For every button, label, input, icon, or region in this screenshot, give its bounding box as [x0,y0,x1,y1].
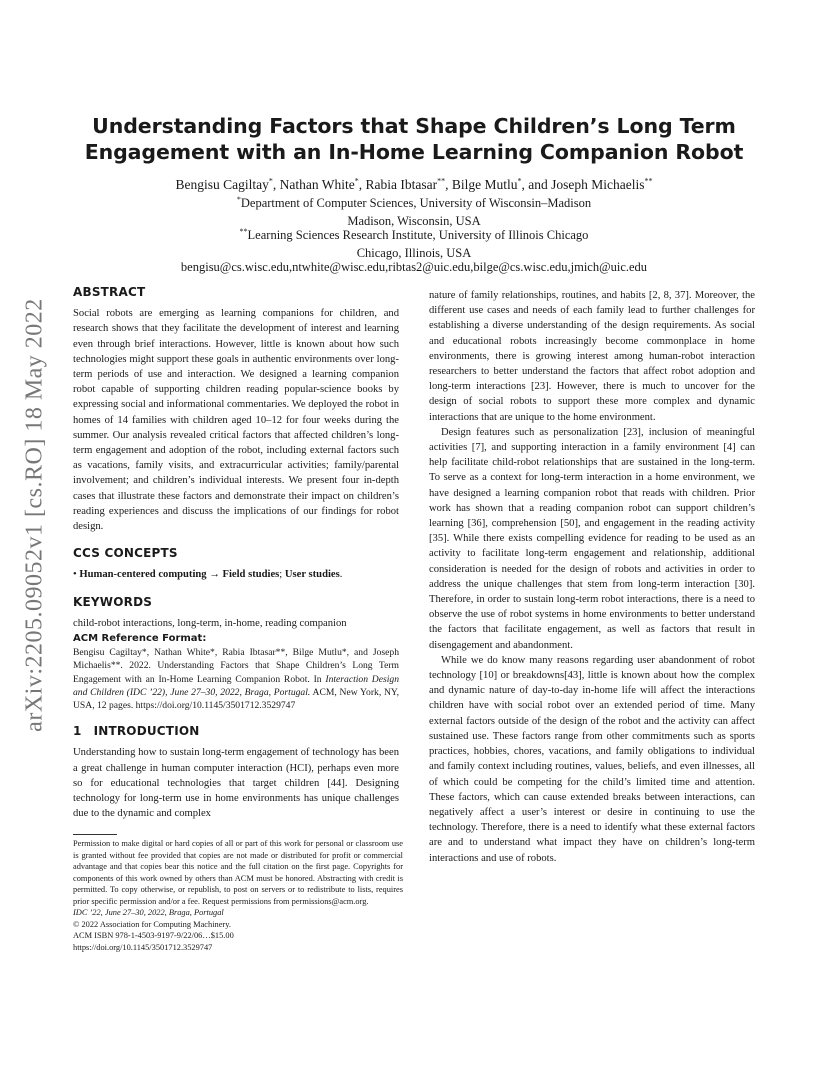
author: Rabia Ibtasar**, [365,176,452,192]
intro-paragraph-3: While we do know many reasons regarding user abandonment of robot technology [10] or breakdowns[43], little is known about how the complex and dynamic nature of day-to-day in-home life will affect the interactions children have with social robot over an extended period of time. Many external factors outside of the design of the robot and the activity can affect sustained use. These factors range from other commitments such as sports practices, hobbies, chores, vacations, and family obligations to individual and family context including routines, values, beliefs, and even illnesses, all of which could be competing for the child’s limited time and attention. These factors, which can cause extended breaks between interactions, can negatively affect a user’s interest or desire in continuing to use the technology. Therefore, there is a need to identify what these external factors are and to understand what impact they have on children’s long-term interactions and use of robots. [429,654,755,864]
abstract-heading: ABSTRACT [73,285,146,299]
author: Nathan White*, [279,176,366,192]
paper-title [60,113,768,165]
acm-reference-text: Bengisu Cagiltay*, Nathan White*, Rabia Ibtasar**, Bilge Mutlu*, and Joseph Michaelis**. 2022. Understanding Factors that Shape Children’s Long Term Engagement with an In-Home Learning Companion Robot. In Interaction Design and Children (IDC ’22), June 27–30, 2022, Braga, Portugal. ACM, New York, NY, USA, 12 pages. https://doi.org/10.1145/3501712.3529747 [73,647,399,712]
affiliation-wisconsin: *Department of Computer Sciences, University of Wisconsin–Madison Madison, Wisconsin, USA [236,194,592,228]
ccs-heading: CCS CONCEPTS [73,546,178,561]
footnote-isbn: ACM ISBN 978-1-4503-9197-9/22/06…$15.00 [73,931,234,940]
footnote-doi[interactable]: https://doi.org/10.1145/3501712.3529747 [73,942,213,952]
author: Joseph Michaelis** [551,176,653,192]
intro-paragraph-1: Understanding how to sustain long-term engagement of technology has been a great challenge in human computer interaction (HCI), perhaps even more so for educational technologies that target children [44]. Designing technology for long-term use in home environments has unique challenges due to the dynamic and complex [73,747,399,820]
intro-paragraph-2: Design features such as personalization [23], inclusion of meaningful activities [7], and supporting interaction in a family environment [4] can help facilitate child-robot relationships that are sustained in the long-term. To serve as a context for long-term interaction in a home environment, we have designed a learning companion robot that reads with children. Prior work has shown that a reading companion robot can support children’s learning [36], comprehension [50], and engagement in the reading activity [35]. While there exists compelling evidence for reading to be used as an activity to facilitate long-term engagement and relationship, additional consideration is needed for the design of robots and activities in order to address the unique challenges that stem from long-term interaction [30]. Therefore, in order to sustain long-term robot interactions, there is a need to observe the use of robot systems in home environments to better understand the factors that facilitate engagement, as well as factors that result in disengagement and abandonment. [429,426,755,651]
keywords-text: child-robot interactions, long-term, in-home, reading companion [73,617,347,629]
right-column [429,288,755,866]
arxiv-stamp [18,275,52,755]
arxiv-stamp-text[interactable]: arXiv:2205.09052v1 [cs.RO] 18 May 2022 [21,298,48,732]
author-list [40,176,788,194]
author-emails[interactable]: bengisu@cs.wisc.edu,ntwhite@wisc.edu,ribtas2@uic.edu,bilge@cs.wisc.edu,jmich@uic.edu [180,260,648,274]
left-column [73,285,399,822]
permission-footnote [73,838,403,953]
author: Bengisu Cagiltay*, [175,176,280,192]
affiliation-illinois: **Learning Sciences Research Institute, University of Illinois Chicago Chicago, Illinois, USA [239,226,589,260]
intro-paragraph-1-continued: nature of family relationships, routines, and habits [2, 8, 37]. Moreover, the different use cases and needs of each family lead to further challenges for establishing a diverse understanding of the design requirements. As social and educational robots increasingly become commonplace in home environments, there is growing interest among human-robot interaction researchers to better understand the factors that affect robot adoption and long-term interactions [23]. However, there is much to uncover for the design of social robots to support these more complex and dynamic interactions that are unique to the home environment. [429,290,755,423]
title-line-2: Engagement with an In-Home Learning Companion Robot [84,140,744,164]
abstract-text: Social robots are emerging as learning companions for children, and research shows that they facilitate the development of interest and learning even through brief interactions. However, little is known about how such technologies might support these goals in authentic environments over long-term periods of use and interaction. We designed a learning companion robot capable of supporting children reading popular-science books by expressing social and informational commentaries. We deployed the robot in homes of 14 families with children aged 10–12 for four weeks during the summer. Our analysis revealed critical factors that affected children’s long-term engagement and adoption of the robot, including external factors such as vacations, family visits, and extracurricular activities; family/parental involvement; and children’s individual interests. We present four in-depth cases that illustrate these factors and demonstrate their impact on children’s reading experiences and discuss the implications of our findings for robot design. [73,308,399,533]
author: Bilge Mutlu*, and [451,176,552,192]
introduction-heading: 1 INTRODUCTION [73,724,200,739]
footnote-copyright: © 2022 Association for Computing Machinery. [73,919,231,929]
footnote-divider [73,834,117,835]
ccs-concepts: • Human-centered computing → Field studies; User studies. [73,569,343,581]
permission-text: Permission to make digital or hard copies of all or part of this work for personal or classroom use is granted without fee provided that copies are not made or distributed for profit or commercial advantage and that copies bear this notice and the full citation on the first page. Copyrights for components of this work owned by others than ACM must be honored. Abstracting with credit is permitted. To copy otherwise, or republish, to post on servers or to redistribute to lists, requires prior specific permission and/or a fee. Request permissions from permissions@acm.org. [73,839,403,906]
title-line-1: Understanding Factors that Shape Children’s Long Term [92,114,736,138]
acm-reference-heading: ACM Reference Format: [73,633,207,645]
footnote-venue: IDC ’22, June 27–30, 2022, Braga, Portugal [73,908,224,917]
keywords-heading: KEYWORDS [73,594,153,609]
